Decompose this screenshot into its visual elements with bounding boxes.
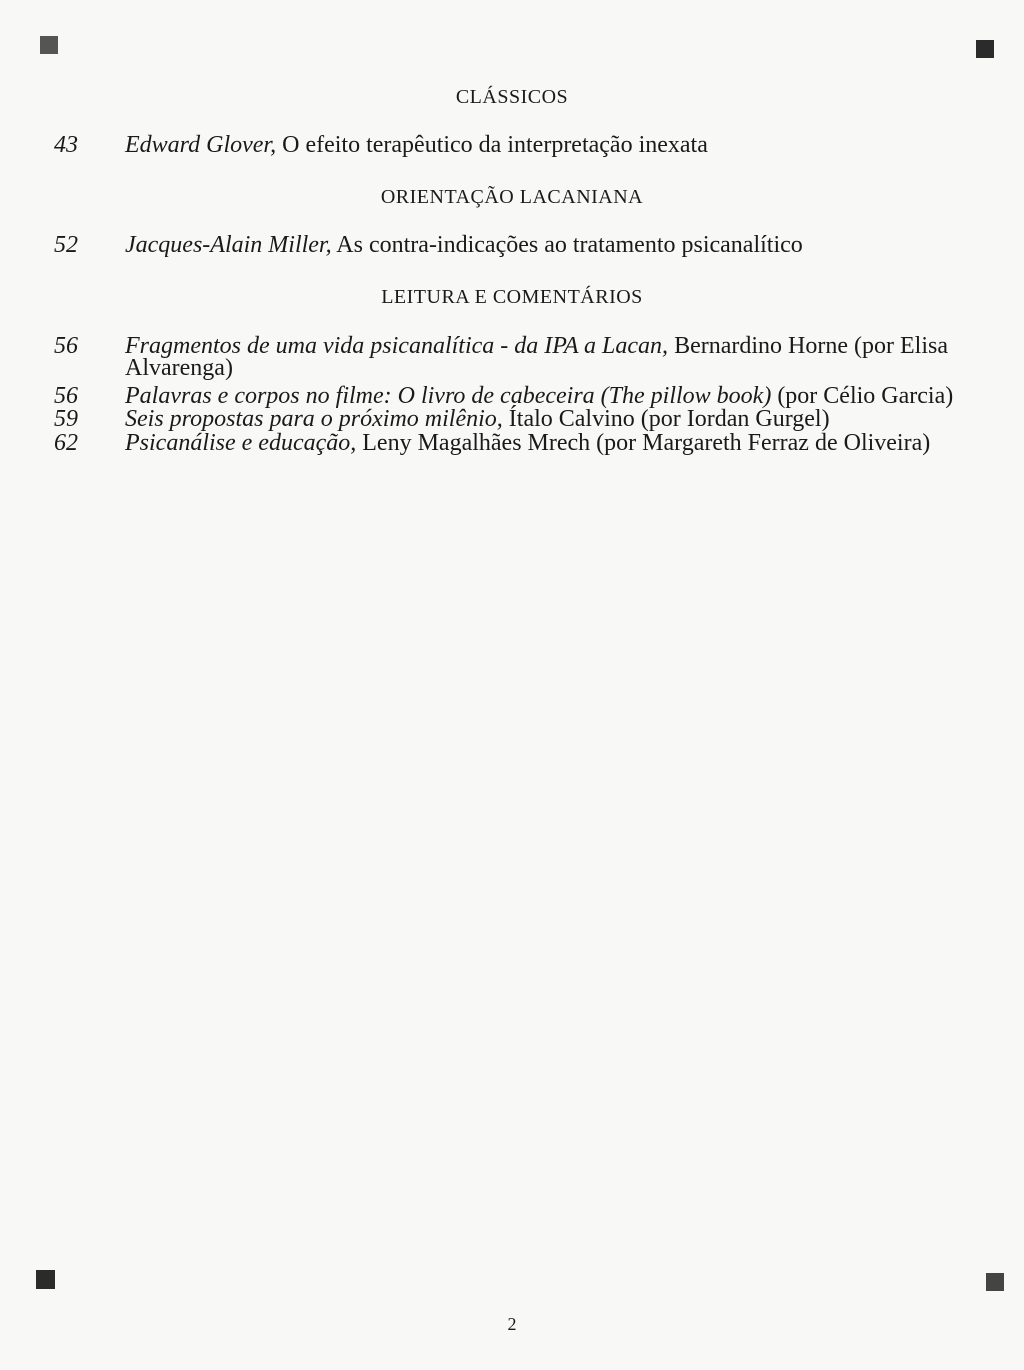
section-heading-orientacao-lacaniana: ORIENTAÇÃO LACANIANA xyxy=(380,186,644,208)
toc-entry-text xyxy=(125,432,985,454)
registration-mark-bottom-right xyxy=(986,1273,1004,1291)
toc-entry-rest: As contra-indicações ao tratamento psicanalítico xyxy=(331,232,803,258)
toc-entry-text xyxy=(125,408,985,430)
toc-page-number: 52 xyxy=(54,232,78,258)
toc-entry-title: Edward Glover, xyxy=(125,132,277,158)
section-heading-leitura-e-comentarios: LEITURA E COMENTÁRIOS xyxy=(381,286,643,308)
toc-entry-rest: (por Célio Garcia) xyxy=(771,383,954,409)
toc-page-number: 56 xyxy=(54,333,78,359)
toc-entry-rest: Ítalo Calvino (por Iordan Gurgel) xyxy=(502,406,830,432)
toc-entry-title: Palavras e corpos no filme: O livro de cabeceira (The pillow book) xyxy=(125,383,772,409)
registration-mark-bottom-left xyxy=(36,1270,55,1289)
toc-entry-text xyxy=(125,134,985,156)
registration-mark-top-left xyxy=(40,36,58,54)
toc-entry-title: Seis propostas para o próximo milênio, xyxy=(125,406,503,432)
page-number: 2 xyxy=(507,1314,517,1334)
toc-entry-title: Psicanálise e educação, xyxy=(125,430,357,456)
toc-page-number: 56 xyxy=(54,383,78,409)
toc-page-number: 59 xyxy=(54,406,78,432)
toc-page-number: 43 xyxy=(54,132,78,158)
toc-entry-text xyxy=(125,335,985,379)
section-heading-classicos: CLÁSSICOS xyxy=(455,86,569,108)
toc-entry-title: Fragmentos de uma vida psicanalítica - da IPA a Lacan, xyxy=(125,333,669,359)
toc-entry-rest: O efeito terapêutico da interpretação inexata xyxy=(276,132,708,158)
registration-mark-top-right xyxy=(976,40,994,58)
toc-page-number: 62 xyxy=(54,430,78,456)
toc-entry-rest: Bernardino Horne (por Elisa Alvarenga) xyxy=(125,333,948,381)
toc-entry-text xyxy=(125,385,985,407)
toc-entry-rest: Leny Magalhães Mrech (por Margareth Ferraz de Oliveira) xyxy=(356,430,931,456)
toc-entry-title: Jacques-Alain Miller, xyxy=(125,232,332,258)
toc-entry-text xyxy=(125,234,985,256)
